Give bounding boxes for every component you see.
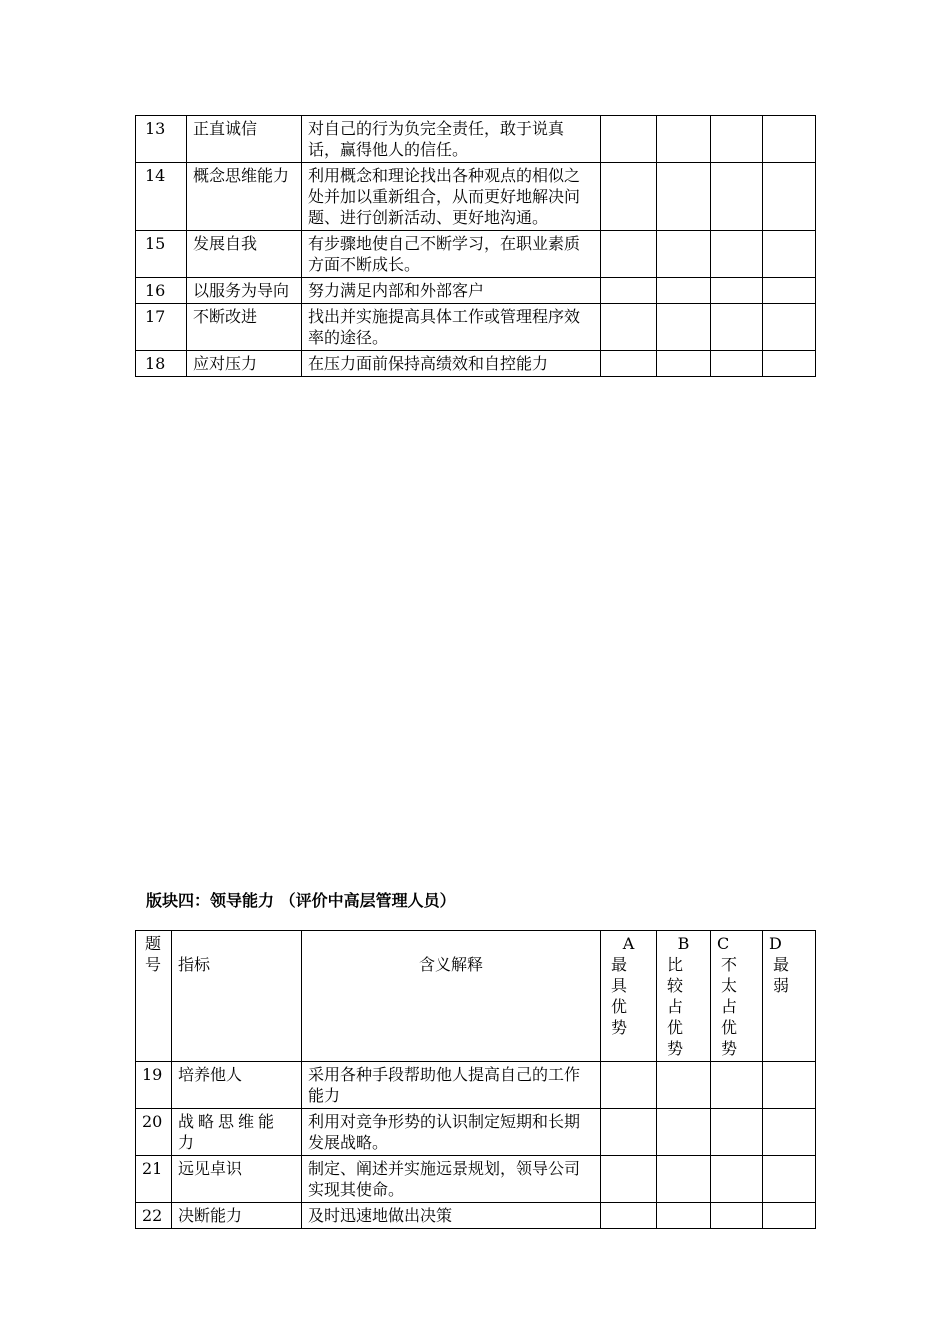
header-option-c: C 不太占优势 bbox=[711, 931, 763, 1062]
indicator-cell: 决断能力 bbox=[172, 1203, 302, 1229]
row-number: 20 bbox=[136, 1109, 172, 1156]
rating-cell-b[interactable] bbox=[657, 1156, 711, 1203]
rating-cell-d[interactable] bbox=[763, 278, 816, 304]
rating-cell-b[interactable] bbox=[657, 278, 711, 304]
rating-cell-c[interactable] bbox=[711, 1203, 763, 1229]
row-number: 18 bbox=[136, 351, 187, 377]
rating-cell-b[interactable] bbox=[657, 304, 711, 351]
row-number: 17 bbox=[136, 304, 187, 351]
meaning-cell: 有步骤地使自己不断学习，在职业素质方面不断成长。 bbox=[302, 231, 601, 278]
rating-cell-a[interactable] bbox=[601, 351, 657, 377]
table-row bbox=[136, 351, 816, 377]
meaning-cell: 在压力面前保持高绩效和自控能力 bbox=[302, 351, 601, 377]
header-meaning: 含义解释 bbox=[302, 931, 601, 1062]
indicator-cell: 远见卓识 bbox=[172, 1156, 302, 1203]
table-row bbox=[136, 1156, 816, 1203]
rating-cell-d[interactable] bbox=[763, 163, 816, 231]
row-number: 15 bbox=[136, 231, 187, 278]
table-row bbox=[136, 1062, 816, 1109]
rating-cell-a[interactable] bbox=[601, 278, 657, 304]
rating-cell-b[interactable] bbox=[657, 231, 711, 278]
indicator-cell: 不断改进 bbox=[187, 304, 302, 351]
indicator-cell: 发展自我 bbox=[187, 231, 302, 278]
rating-cell-c[interactable] bbox=[711, 1062, 763, 1109]
meaning-cell: 利用概念和理论找出各种观点的相似之处并加以重新组合，从而更好地解决问题、进行创新活动、更好地沟通。 bbox=[302, 163, 601, 231]
rating-cell-c[interactable] bbox=[711, 1109, 763, 1156]
table-row bbox=[136, 1109, 816, 1156]
row-number: 21 bbox=[136, 1156, 172, 1203]
rating-cell-a[interactable] bbox=[601, 116, 657, 163]
rating-cell-b[interactable] bbox=[657, 1203, 711, 1229]
meaning-cell: 制定、阐述并实施远景规划，领导公司实现其使命。 bbox=[302, 1156, 601, 1203]
indicator-cell: 概念思维能力 bbox=[187, 163, 302, 231]
competency-table-1 bbox=[135, 115, 816, 377]
meaning-cell: 努力满足内部和外部客户 bbox=[302, 278, 601, 304]
header-number: 题号 bbox=[136, 931, 172, 1062]
rating-cell-b[interactable] bbox=[657, 1062, 711, 1109]
rating-cell-a[interactable] bbox=[601, 304, 657, 351]
rating-cell-d[interactable] bbox=[763, 231, 816, 278]
table-row bbox=[136, 163, 816, 231]
indicator-cell: 战略思维能力 bbox=[172, 1109, 302, 1156]
rating-cell-b[interactable] bbox=[657, 1109, 711, 1156]
rating-cell-b[interactable] bbox=[657, 351, 711, 377]
row-number: 22 bbox=[136, 1203, 172, 1229]
row-number: 14 bbox=[136, 163, 187, 231]
rating-cell-a[interactable] bbox=[601, 1203, 657, 1229]
header-option-d: D 最弱 bbox=[763, 931, 816, 1062]
row-number: 19 bbox=[136, 1062, 172, 1109]
rating-cell-d[interactable] bbox=[763, 116, 816, 163]
rating-cell-c[interactable] bbox=[711, 163, 763, 231]
rating-cell-d[interactable] bbox=[763, 1062, 816, 1109]
rating-cell-c[interactable] bbox=[711, 278, 763, 304]
rating-cell-d[interactable] bbox=[763, 304, 816, 351]
rating-cell-b[interactable] bbox=[657, 163, 711, 231]
rating-cell-c[interactable] bbox=[711, 351, 763, 377]
indicator-cell: 培养他人 bbox=[172, 1062, 302, 1109]
indicator-cell: 正直诚信 bbox=[187, 116, 302, 163]
rating-cell-a[interactable] bbox=[601, 1156, 657, 1203]
rating-cell-c[interactable] bbox=[711, 231, 763, 278]
meaning-cell: 及时迅速地做出决策 bbox=[302, 1203, 601, 1229]
header-option-a: A 最具优势 bbox=[601, 931, 657, 1062]
meaning-cell: 利用对竞争形势的认识制定短期和长期发展战略。 bbox=[302, 1109, 601, 1156]
meaning-cell: 对自己的行为负完全责任，敢于说真话，赢得他人的信任。 bbox=[302, 116, 601, 163]
section-title: 版块四：领导能力 （评价中高层管理人员） bbox=[146, 891, 456, 910]
rating-cell-c[interactable] bbox=[711, 116, 763, 163]
row-number: 13 bbox=[136, 116, 187, 163]
rating-cell-d[interactable] bbox=[763, 1156, 816, 1203]
meaning-cell: 采用各种手段帮助他人提高自己的工作能力 bbox=[302, 1062, 601, 1109]
table-row bbox=[136, 278, 816, 304]
rating-cell-d[interactable] bbox=[763, 351, 816, 377]
rating-cell-a[interactable] bbox=[601, 1109, 657, 1156]
header-option-b: B 比较占优势 bbox=[657, 931, 711, 1062]
rating-cell-c[interactable] bbox=[711, 1156, 763, 1203]
table-row bbox=[136, 116, 816, 163]
rating-cell-c[interactable] bbox=[711, 304, 763, 351]
table-row bbox=[136, 1203, 816, 1229]
indicator-cell: 以服务为导向 bbox=[187, 278, 302, 304]
rating-cell-d[interactable] bbox=[763, 1203, 816, 1229]
leadership-table bbox=[135, 930, 816, 1229]
indicator-cell: 应对压力 bbox=[187, 351, 302, 377]
rating-cell-b[interactable] bbox=[657, 116, 711, 163]
header-indicator: 指标 bbox=[172, 931, 302, 1062]
row-number: 16 bbox=[136, 278, 187, 304]
meaning-cell: 找出并实施提高具体工作或管理程序效率的途径。 bbox=[302, 304, 601, 351]
rating-cell-a[interactable] bbox=[601, 231, 657, 278]
table-header-row bbox=[136, 931, 816, 1062]
rating-cell-a[interactable] bbox=[601, 1062, 657, 1109]
table-row bbox=[136, 304, 816, 351]
rating-cell-d[interactable] bbox=[763, 1109, 816, 1156]
table-row bbox=[136, 231, 816, 278]
rating-cell-a[interactable] bbox=[601, 163, 657, 231]
